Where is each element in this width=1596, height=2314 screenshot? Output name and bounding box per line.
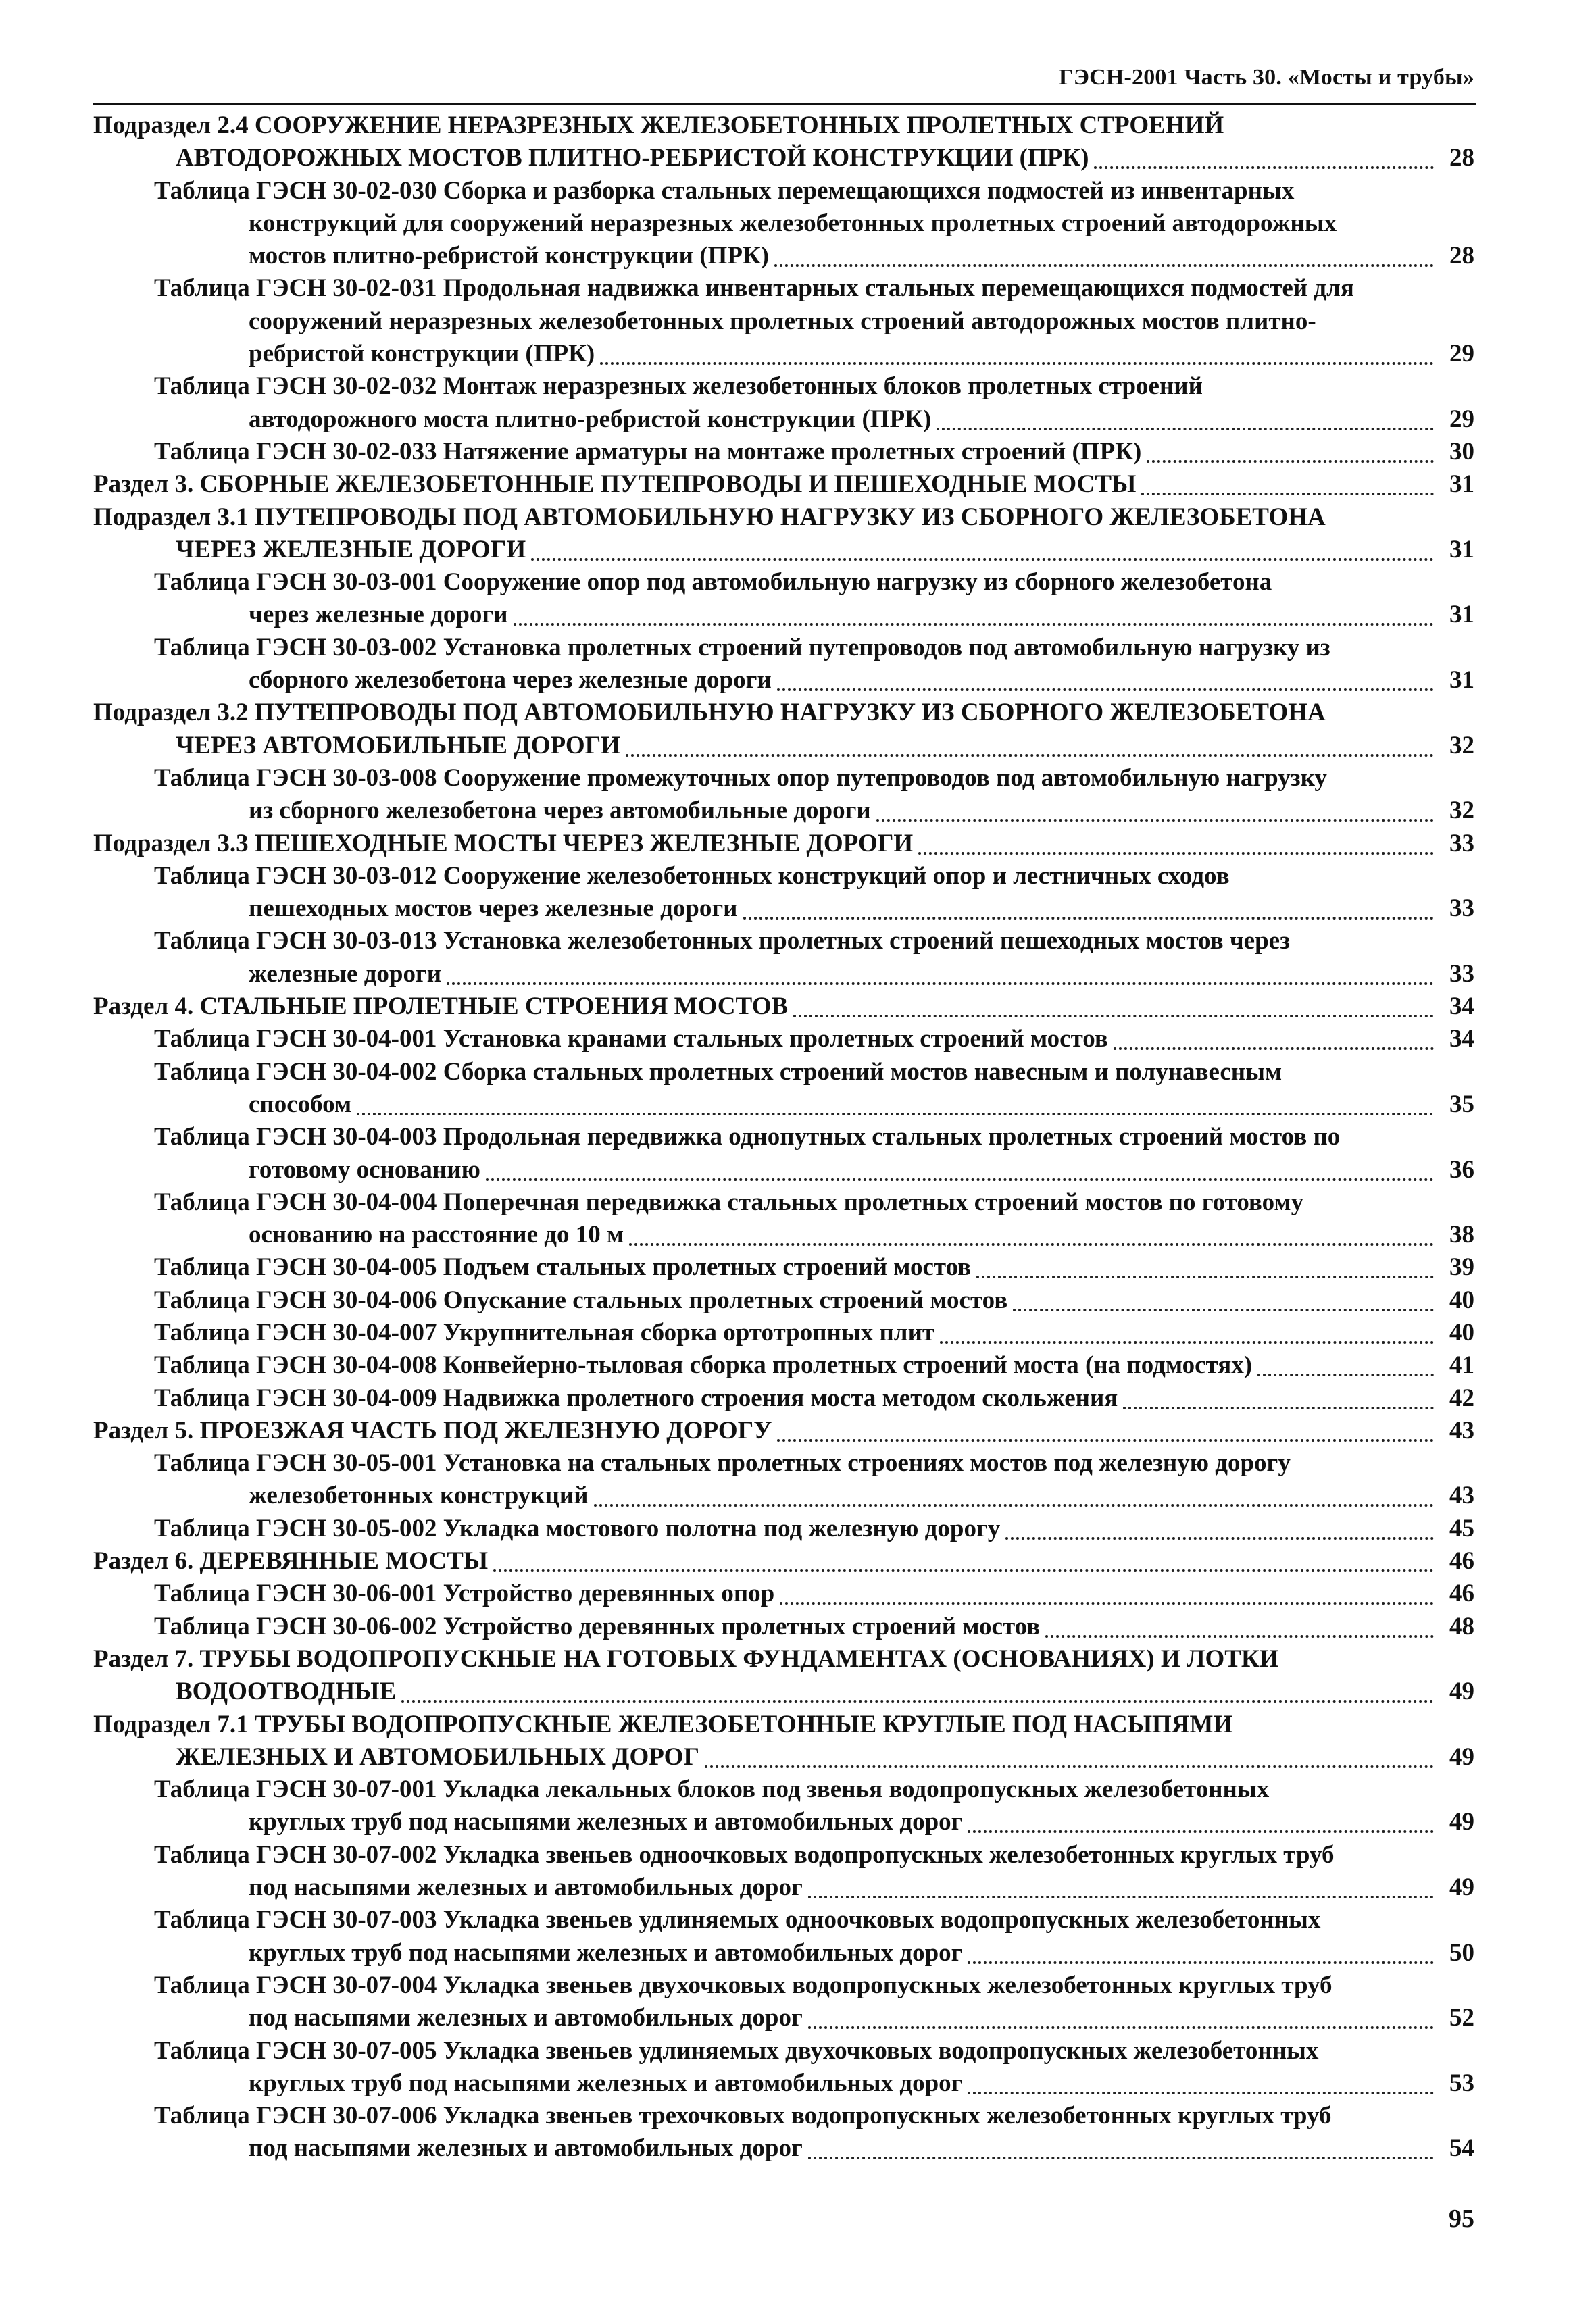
- toc-entry-line: ребристой конструкции (ПРК): [249, 340, 595, 368]
- toc-section-entry[interactable]: [93, 828, 1474, 860]
- toc-entry-line: Подраздел 3.2 ПУТЕПРОВОДЫ ПОД АВТОМОБИЛЬНУЮ НАГРУЗКУ ИЗ СБОРНОГО ЖЕЛЕЗОБЕТОНА: [93, 699, 1326, 727]
- dot-leader: [1141, 493, 1434, 495]
- toc-entry-line: круглых труб под насыпями железных и автомобильных дорог: [249, 1808, 963, 1836]
- toc-page-number: 28: [1449, 242, 1474, 270]
- toc-section-entry[interactable]: [93, 697, 1474, 762]
- dot-leader: [808, 1896, 1434, 1898]
- dot-leader: [976, 1276, 1434, 1278]
- toc-page-number: 36: [1449, 1155, 1474, 1184]
- dot-leader: [705, 1765, 1434, 1768]
- toc-table-entry[interactable]: [93, 272, 1474, 370]
- toc-entry-line: Подраздел 2.4 СООРУЖЕНИЕ НЕРАЗРЕЗНЫХ ЖЕЛЕЗОБЕТОННЫХ ПРОЛЕТНЫХ СТРОЕНИЙ: [93, 111, 1224, 139]
- toc-table-entry[interactable]: [93, 1186, 1474, 1252]
- toc-entry-line: железобетонных конструкций: [249, 1482, 589, 1510]
- toc-page-number: 41: [1449, 1351, 1474, 1380]
- toc-entry-line: Таблица ГЭСН 30-04-009 Надвижка пролетного строения моста методом скольжения: [154, 1384, 1118, 1412]
- toc-entry-line: Таблица ГЭСН 30-07-003 Укладка звеньев удлиняемых одноочковых водопропускных железобетонных: [154, 1906, 1321, 1934]
- toc-table-entry[interactable]: [93, 1382, 1474, 1415]
- toc-section-entry[interactable]: [93, 501, 1474, 567]
- toc-section-entry[interactable]: [93, 990, 1474, 1023]
- toc-table-entry[interactable]: [93, 1317, 1474, 1349]
- toc-table-entry[interactable]: [93, 436, 1474, 468]
- toc-page-number: 49: [1449, 1808, 1474, 1836]
- toc-entry-line: под насыпями железных и автомобильных дорог: [249, 2134, 803, 2163]
- toc-table-entry[interactable]: [93, 1774, 1474, 1839]
- toc-entry-line: Таблица ГЭСН 30-02-033 Натяжение арматуры на монтаже пролетных строений (ПРК): [154, 437, 1142, 466]
- toc-page-number: 40: [1449, 1286, 1474, 1314]
- dot-leader: [514, 623, 1434, 626]
- toc-page-number: 38: [1449, 1221, 1474, 1249]
- dot-leader: [876, 819, 1434, 822]
- toc-page-number: 34: [1449, 1025, 1474, 1053]
- toc-page-number: 43: [1449, 1482, 1474, 1510]
- toc-entry-line: Таблица ГЭСН 30-03-002 Установка пролетных строений путепроводов под автомобильную нагрузку из: [154, 633, 1330, 661]
- toc-page-number: 43: [1449, 1416, 1474, 1444]
- toc-entry-line: Таблица ГЭСН 30-03-012 Сооружение железобетонных конструкций опор и лестничных сходов: [154, 861, 1230, 890]
- toc-page-number: 49: [1449, 1678, 1474, 1706]
- toc-table-entry[interactable]: [93, 1023, 1474, 1055]
- toc-table-entry[interactable]: [93, 925, 1474, 990]
- dot-leader: [493, 1569, 1434, 1572]
- toc-entry-line: Раздел 5. ПРОЕЗЖАЯ ЧАСТЬ ПОД ЖЕЛЕЗНУЮ ДОРОГУ: [93, 1416, 772, 1444]
- toc-entry-line: под насыпями железных и автомобильных дорог: [249, 1873, 803, 1902]
- dot-leader: [1257, 1374, 1434, 1376]
- toc-entry-line: через железные дороги: [249, 601, 508, 629]
- toc-section-entry[interactable]: [93, 468, 1474, 501]
- dot-leader: [937, 428, 1434, 430]
- toc-section-entry[interactable]: [93, 1415, 1474, 1447]
- toc-page-number: 53: [1449, 2069, 1474, 2097]
- toc-table-entry[interactable]: [93, 1251, 1474, 1284]
- toc-entry-line: Таблица ГЭСН 30-06-002 Устройство деревянных пролетных строений мостов: [154, 1612, 1041, 1640]
- toc-entry-line: Раздел 6. ДЕРЕВЯННЫЕ МОСТЫ: [93, 1547, 489, 1576]
- toc-entry-line: под насыпями железных и автомобильных дорог: [249, 2004, 803, 2032]
- toc-table-entry[interactable]: [93, 1349, 1474, 1382]
- toc-entry-line: Таблица ГЭСН 30-04-006 Опускание стальных пролетных строений мостов: [154, 1286, 1008, 1314]
- toc-table-entry[interactable]: [93, 2035, 1474, 2101]
- toc-entry-line: ВОДООТВОДНЫЕ: [176, 1678, 397, 1706]
- toc-entry-line: Таблица ГЭСН 30-07-002 Укладка звеньев одноочковых водопропускных железобетонных круглых труб: [154, 1840, 1335, 1869]
- dot-leader: [401, 1700, 1434, 1703]
- toc-table-entry[interactable]: [93, 1056, 1474, 1122]
- toc-table-entry[interactable]: [93, 175, 1474, 273]
- toc-page-number: 52: [1449, 2004, 1474, 2032]
- dot-leader: [968, 1830, 1434, 1833]
- header-rule: [93, 103, 1476, 105]
- toc-entry-line: конструкций для сооружений неразрезных железобетонных пролетных строений автодорожных: [249, 209, 1337, 237]
- toc-entry-line: Таблица ГЭСН 30-04-001 Установка кранами стальных пролетных строений мостов: [154, 1025, 1108, 1053]
- dot-leader: [743, 917, 1434, 920]
- page-number: 95: [1449, 2205, 1474, 2233]
- dot-leader: [968, 1961, 1434, 1964]
- toc-section-entry[interactable]: [93, 1643, 1474, 1709]
- toc-table-entry[interactable]: [93, 370, 1474, 436]
- toc-entry-line: Таблица ГЭСН 30-04-005 Подъем стальных пролетных строений мостов: [154, 1253, 972, 1282]
- toc-entry-line: готовому основанию: [249, 1155, 480, 1184]
- toc-entry-line: основанию на расстояние до 10 м: [249, 1221, 624, 1249]
- toc-page-number: 28: [1449, 144, 1474, 172]
- toc-page-number: 34: [1449, 992, 1474, 1021]
- toc-page-number: 46: [1449, 1547, 1474, 1576]
- toc-table-entry[interactable]: [93, 1969, 1474, 2035]
- toc-entry-line: ЧЕРЕЗ АВТОМОБИЛЬНЫЕ ДОРОГИ: [176, 731, 620, 759]
- toc-page-number: 42: [1449, 1384, 1474, 1412]
- toc-page-number: 35: [1449, 1090, 1474, 1118]
- toc-entry-line: Подраздел 7.1 ТРУБЫ ВОДОПРОПУСКНЫЕ ЖЕЛЕЗОБЕТОННЫЕ КРУГЛЫЕ ПОД НАСЫПЯМИ: [93, 1710, 1233, 1738]
- toc-entry-line: ЖЕЛЕЗНЫХ И АВТОМОБИЛЬНЫХ ДОРОГ: [176, 1742, 699, 1771]
- dot-leader: [629, 1243, 1434, 1246]
- toc-entry-line: Таблица ГЭСН 30-02-030 Сборка и разборка стальных перемещающихся подмостей из инвентарных: [154, 176, 1295, 205]
- toc-entry-line: Таблица ГЭСН 30-06-001 Устройство деревянных опор: [154, 1580, 775, 1608]
- toc-page-number: 50: [1449, 1938, 1474, 1967]
- toc-entry-line: сооружений неразрезных железобетонных пролетных строений автодорожных мостов плитно-: [249, 307, 1316, 335]
- toc-entry-line: Таблица ГЭСН 30-03-013 Установка железобетонных пролетных строений пешеходных мостов через: [154, 927, 1290, 955]
- toc-table-entry[interactable]: [93, 1578, 1474, 1610]
- toc-section-entry[interactable]: [93, 1545, 1474, 1578]
- toc-table-entry[interactable]: [93, 1513, 1474, 1545]
- toc-entry-line: Таблица ГЭСН 30-07-006 Укладка звеньев трехочковых водопропускных железобетонных круглых труб: [154, 2102, 1332, 2130]
- toc-entry-line: железные дороги: [249, 959, 442, 988]
- toc-entry-line: АВТОДОРОЖНЫХ МОСТОВ ПЛИТНО-РЕБРИСТОЙ КОНСТРУКЦИИ (ПРК): [176, 144, 1089, 172]
- toc-section-entry[interactable]: [93, 109, 1474, 175]
- toc-page-number: 31: [1449, 666, 1474, 695]
- toc-entry-line: Таблица ГЭСН 30-02-032 Монтаж неразрезных железобетонных блоков пролетных строений: [154, 372, 1203, 401]
- dot-leader: [1013, 1309, 1434, 1311]
- dot-leader: [940, 1341, 1434, 1344]
- dot-leader: [1045, 1635, 1434, 1638]
- dot-leader: [968, 2092, 1434, 2094]
- toc-page-number: 31: [1449, 470, 1474, 499]
- dot-leader: [780, 1602, 1434, 1605]
- toc-page-number: 30: [1449, 437, 1474, 466]
- toc-entry-line: ЧЕРЕЗ ЖЕЛЕЗНЫЕ ДОРОГИ: [176, 535, 526, 563]
- toc-table-entry[interactable]: [93, 632, 1474, 697]
- toc-page-number: 54: [1449, 2134, 1474, 2163]
- toc-page-number: 31: [1449, 601, 1474, 629]
- dot-leader: [1114, 1047, 1434, 1050]
- toc-table-entry[interactable]: [93, 566, 1474, 632]
- dot-leader: [777, 688, 1434, 691]
- toc-page-number: 40: [1449, 1318, 1474, 1347]
- toc-entry-line: Таблица ГЭСН 30-07-004 Укладка звеньев двухочковых водопропускных железобетонных круглых труб: [154, 1971, 1332, 1999]
- dot-leader: [777, 1439, 1434, 1442]
- toc-table-entry[interactable]: [93, 762, 1474, 828]
- toc-entry-line: Подраздел 3.3 ПЕШЕХОДНЫЕ МОСТЫ ЧЕРЕЗ ЖЕЛЕЗНЫЕ ДОРОГИ: [93, 829, 914, 857]
- dot-leader: [1094, 166, 1434, 169]
- dot-leader: [594, 1504, 1434, 1507]
- dot-leader: [626, 754, 1434, 757]
- toc-table-entry[interactable]: [93, 1839, 1474, 1905]
- toc-entry-line: Таблица ГЭСН 30-04-003 Продольная передвижка однопутных стальных пролетных строений мостов по: [154, 1123, 1341, 1151]
- toc-table-entry[interactable]: [93, 2100, 1474, 2165]
- toc-page-number: 49: [1449, 1742, 1474, 1771]
- dot-leader: [531, 558, 1434, 561]
- toc-entry-line: Таблица ГЭСН 30-07-005 Укладка звеньев удлиняемых двухочковых водопропускных железобетонных: [154, 2036, 1319, 2065]
- toc-page-number: 48: [1449, 1612, 1474, 1640]
- toc-entry-line: способом: [249, 1090, 352, 1118]
- toc-page-number: 29: [1449, 405, 1474, 433]
- toc-page-number: 32: [1449, 731, 1474, 759]
- toc-entry-line: Таблица ГЭСН 30-03-008 Сооружение промежуточных опор путепроводов под автомобильную нагрузку: [154, 763, 1327, 792]
- dot-leader: [793, 1015, 1434, 1017]
- dot-leader: [808, 2157, 1434, 2159]
- toc-entry-line: Таблица ГЭСН 30-04-002 Сборка стальных пролетных строений мостов навесным и полунавесным: [154, 1057, 1282, 1086]
- toc-page-number: 33: [1449, 829, 1474, 857]
- toc-table-entry[interactable]: [93, 1121, 1474, 1186]
- toc-entry-line: мостов плитно-ребристой конструкции (ПРК): [249, 242, 770, 270]
- dot-leader: [774, 264, 1434, 267]
- toc-entry-line: Таблица ГЭСН 30-02-031 Продольная надвижка инвентарных стальных перемещающихся подмостей для: [154, 274, 1354, 303]
- toc-entry-line: Подраздел 3.1 ПУТЕПРОВОДЫ ПОД АВТОМОБИЛЬНУЮ НАГРУЗКУ ИЗ СБОРНОГО ЖЕЛЕЗОБЕТОНА: [93, 503, 1326, 531]
- toc-table-entry[interactable]: [93, 1611, 1474, 1643]
- toc-page-number: 39: [1449, 1253, 1474, 1282]
- dot-leader: [1123, 1407, 1434, 1409]
- toc-entry-line: из сборного железобетона через автомобильные дороги: [249, 797, 871, 825]
- toc-section-entry[interactable]: [93, 1709, 1474, 1774]
- toc-page-number: 31: [1449, 535, 1474, 563]
- toc-table-entry[interactable]: [93, 1447, 1474, 1513]
- dot-leader: [918, 852, 1434, 855]
- toc-page-number: 29: [1449, 340, 1474, 368]
- dot-leader: [357, 1113, 1434, 1115]
- toc-page-number: 45: [1449, 1514, 1474, 1542]
- dot-leader: [1005, 1537, 1434, 1540]
- dot-leader: [600, 362, 1434, 365]
- table-of-contents: [93, 109, 1474, 2165]
- toc-entry-line: Таблица ГЭСН 30-04-007 Укрупнительная сборка ортотропных плит: [154, 1318, 935, 1347]
- toc-page-number: 32: [1449, 797, 1474, 825]
- toc-entry-line: Таблица ГЭСН 30-04-004 Поперечная передвижка стальных пролетных строений мостов по готовому: [154, 1188, 1304, 1216]
- dot-leader: [808, 2026, 1434, 2029]
- toc-entry-line: Раздел 7. ТРУБЫ ВОДОПРОПУСКНЫЕ НА ГОТОВЫХ ФУНДАМЕНТАХ (ОСНОВАНИЯХ) И ЛОТКИ: [93, 1644, 1279, 1673]
- toc-table-entry[interactable]: [93, 1284, 1474, 1317]
- toc-entry-line: Раздел 4. СТАЛЬНЫЕ ПРОЛЕТНЫЕ СТРОЕНИЯ МОСТОВ: [93, 992, 789, 1021]
- toc-page-number: 33: [1449, 895, 1474, 923]
- toc-entry-line: Таблица ГЭСН 30-07-001 Укладка лекальных блоков под звенья водопропускных железобетонных: [154, 1776, 1270, 1804]
- toc-entry-line: сборного железобетона через железные дороги: [249, 666, 772, 695]
- toc-entry-line: Таблица ГЭСН 30-04-008 Конвейерно-тыловая сборка пролетных строений моста (на подмостях): [154, 1351, 1253, 1380]
- toc-entry-line: автодорожного моста плитно-ребристой конструкции (ПРК): [249, 405, 932, 433]
- toc-entry-line: Раздел 3. СБОРНЫЕ ЖЕЛЕЗОБЕТОННЫЕ ПУТЕПРОВОДЫ И ПЕШЕХОДНЫЕ МОСТЫ: [93, 470, 1137, 499]
- toc-entry-line: Таблица ГЭСН 30-05-002 Укладка мостового полотна под железную дорогу: [154, 1514, 1001, 1542]
- dot-leader: [486, 1178, 1434, 1181]
- toc-entry-line: Таблица ГЭСН 30-03-001 Сооружение опор под автомобильную нагрузку из сборного железобетона: [154, 568, 1272, 597]
- dot-leader: [1147, 460, 1434, 463]
- toc-page-number: 49: [1449, 1873, 1474, 1902]
- toc-page-number: 46: [1449, 1580, 1474, 1608]
- toc-table-entry[interactable]: [93, 860, 1474, 926]
- dot-leader: [447, 982, 1434, 985]
- toc-entry-line: круглых труб под насыпями железных и автомобильных дорог: [249, 1938, 963, 1967]
- toc-page-number: 33: [1449, 959, 1474, 988]
- toc-entry-line: Таблица ГЭСН 30-05-001 Установка на стальных пролетных строениях мостов под железную дорогу: [154, 1449, 1291, 1478]
- running-header: ГЭСН-2001 Часть 30. «Мосты и трубы»: [1059, 65, 1474, 90]
- toc-entry-line: круглых труб под насыпями железных и автомобильных дорог: [249, 2069, 963, 2097]
- toc-table-entry[interactable]: [93, 1904, 1474, 1969]
- toc-entry-line: пешеходных мостов через железные дороги: [249, 895, 738, 923]
